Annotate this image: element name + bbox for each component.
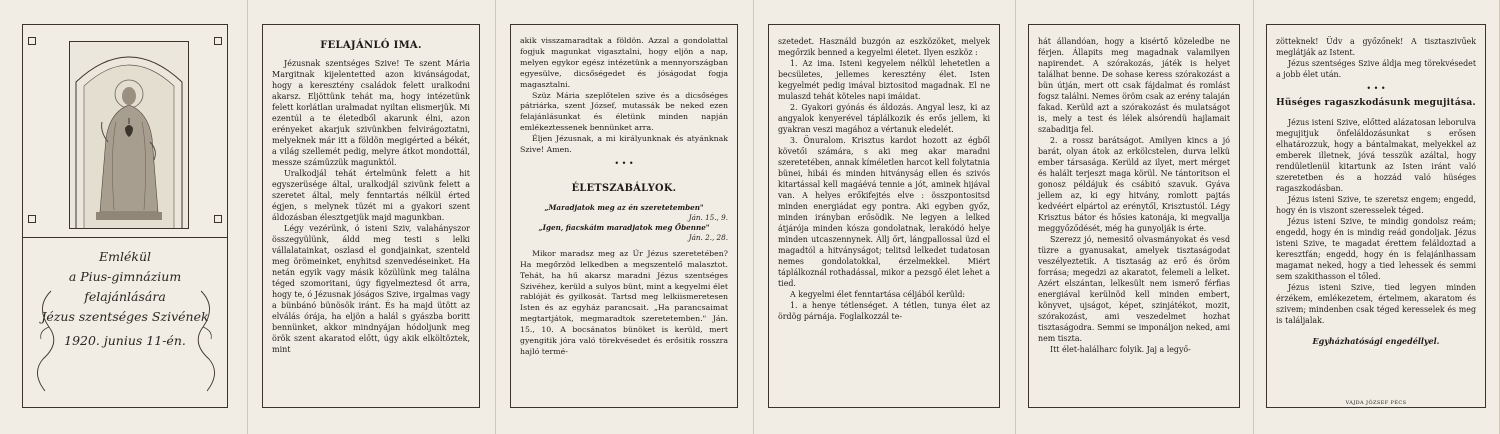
quote: „Igen, fiacskáim maradjatok meg Őbenne" [538,222,710,232]
paragraph: Mikor maradsz meg az Úr Jézus szeretetében? Ha megőrzöd lelkedben a megszentelő malasztot. Tehát, ha hű akarsz maradni Jézus szentséges Szivéhez, kerüld a sulyos bünt, mint a kegyelmi élet rablóját és gyilkosát. Tartsd meg lelkiismeretesen Isten és az egyház parancsait. „Ha parancsaimat megtartjátok, megmaradtok szeretetemben." Ján. 15., 10. A bocsánatos bünöket is kerüld, mert gyengitik jóra való törekvésedet és erősitik rosszra hajló termé- [520,248,728,356]
rules-cont-text [778,36,990,322]
paragraph: Jézus szentséges Szive áldja meg törekvésedet a jobb élet után. [1276,59,1476,79]
separator: • • • [614,158,634,168]
rules-cont2-panel [1016,0,1254,434]
corner-square [214,37,222,45]
paragraph: A kegyelmi élet fenntartása céljából kerüld: [790,290,966,299]
paragraph: Jézus isteni Szive, te szeretsz engem; engedd, hogy én is viszont szeresselek téged. [1276,195,1476,215]
paragraph: hát állandóan, hogy a kisértő közeledbe ne férjen. Állapits meg magadnak valamilyen napirendet. A szórakozás, játék is helyet találhat benne. De sohase keress szórakozást a bün útján, mert ott csak fájdalmat és romlást fogsz találni. Nemes öröm csak az erény talaján fakad. Kerüld azt a szórakozást és mulatságot is, mely a test és lélek alsórendü hajlamait szabaditja fel. [1038,37,1230,134]
cover-line-5: 1920. junius 11-én. [64,333,186,348]
cover-line-2: a Pius-gimnázium [68,269,182,284]
paragraph: Szerezz jó, nemesitő olvasmányokat és vesd tüzre a gyanusakat, amelyek tisztaságodat veszélyeztetik. A tisztaság az erő és öröm forrása; megedzi az akaratot, felemeli a lelket. Azért elszántan, lelkesült nem ismerő férfias energiával kerülnöd kell minden embert, könyvet, ujságot, képet, szinjátékot, mozit, szórakozást, ami veszedelmet hozhat tisztaságodra. Semmi se imponáljon neked, ami nem tiszta. [1038,235,1230,343]
renewal-title: Hüséges ragaszkodásunk megujitása. [1276,98,1476,108]
sacred-heart-image [69,41,189,229]
paragraph: 3. Önuralom. Krisztus kardot hozott az égből követői számára, s aki meg akar maradni szeretetében, annak kíméletlen harcot kell folytatnia bünei, hibái és minden hitványság ellen és szivós kitartással kell magáévá tennie a jót, aminek hijával van. A helyes erőkifejtés elve : összpontositsd minden energiádat egy pontra. Aki egyben győz, minden irányban erősödik. Ne legyen a lelked átjárója minden kósza gondolatnak, lerakódó helye minden utcaszennynek. Állj őrt, lángpallossal üzd el magadtól a hitványságot; telitsd lelkedet tudatosan nemes gondolatokkal, érzelmekkel. Miért táplálkoznál rothadással, mikor a pezsgő élet lehet a tied. [778,136,990,288]
paragraph: Szüz Mária szeplőtelen szive és a dicsőséges pátriárka, szent József, mutassák be neked ezen felajánlásunkat és életünk minden napján emlékeztessenek bennünket arra. [520,90,728,133]
paragraph: akik visszamaradtak a földön. Azzal a gondolattal fogjuk magunkat vigasztalni, hogy eljön a nap, melyen egykor egész intézetünk a mennyországban egyesülve, dicsőségedet és jóságodat fogja magasztalni. [520,36,728,89]
cover-line-1: Emlékül [99,249,151,264]
sacred-heart-figure-icon [70,42,188,228]
rules-panel [496,0,754,434]
prayer-panel [248,0,496,434]
rules-cont-panel [754,0,1016,434]
cover-frame [22,24,228,408]
quote-reference: Ján. 2., 28. [688,232,728,242]
paragraph: 2. a rossz barátságot. Amilyen kincs a jó barát, olyan átok az erkölcstelen, durva lelkü ember társasága. Kerüld az ilyet, mert mérget és halált terjeszt maga körül. Ne tántoritson el gonosz példájuk és csábitó szavuk. Gyáva jellem az, ki egy hitvány, romlott pajtás kedvéért elpártol az erénytől, Krisztustól. Légy Krisztus bátor és hősies katonája, ki megvallja meggyőződését, még ha gunyolják is érte. [1038,136,1230,233]
renewal-text [1276,36,1476,347]
paragraph: 1. Az ima. Isteni kegyelem nélkül lehetetlen a becsületes, jellemes keresztény élet. Isten kegyelmét pedig imával biztositod magadnak. El ne mulaszd tehát köteles napi imáidat. [778,59,990,101]
paragraph: zötteknek! Üdv a győzőnek! A tisztaszivűek meglátják az Istent. [1276,37,1476,57]
paragraph: 1. a henye tétlenséget. A tétlen, tunya élet az ördög párnája. Foglalkozzál te- [778,301,990,321]
cover-line-3: felajánlására [84,289,166,304]
approval-note: Egyházhatósági engedéllyel. [1312,336,1440,346]
rules-cont2-text [1038,36,1230,355]
corner-square [28,215,36,223]
rules-title: ÉLETSZABÁLYOK. [571,182,677,194]
quote: „Maradjatok meg az én szeretetemben" [544,202,704,212]
separator: • • • [1366,84,1386,93]
paragraph: Uralkodjál tehát értelmünk felett a hit egyszerüsége által, uralkodjál szivünk felett a szeretet által, mely fenntartás nélkül érted égjen, s melynek tüzét mi a gyakori szent áldozásban élesztgetjük majd magunkban. [272,169,470,222]
paragraph: Itt élet-halálharc folyik. Jaj a legyő- [1050,345,1191,354]
paragraph: Jézusnak szentséges Szive! Te szent Mária Margitnak kijelentetted azon kivánságodat, hogy a keresztény családok felett uralkodni akarsz. Eljöttünk tehát ma, hogy intézetünk felett korlátlan uralmadat nyiltan elismerjük. Mi ezentúl a te életedből akarunk élni, azon erényeket akarjuk szivünkben felvirágoztatni, melyeknek már itt a földön megigérted a békét, a világ szellemét pedig, melyre átkot mondottál, messze számüzzük magunktól. [272,59,470,167]
quote-reference: Ján. 15., 9. [688,212,728,222]
cover-line-4: Jézus szentséges Szivének [41,309,209,324]
corner-square [214,215,222,223]
paragraph: szetedet. Használd buzgón az eszközöket, melyek megőrzik benned a kegyelmi életet. Ilyen eszköz : [778,37,990,57]
paragraph: Jézus isteni Szive, tied legyen minden érzékem, emlékezetem, értelmem, akaratom és szivem; mindenben csak téged keresselek és meg is találjalak. [1276,283,1476,325]
paragraph: Éljen Jézusnak, a mi királyunknak és atyánknak Szive! Amen. [520,134,728,155]
paragraph: Légy vezérünk, ó isteni Sziv, valahányszor összegyülünk, áldd meg testi s lelki vállalatainkat, oszlasd el gondjainkat, szenteld meg örömeinket, enyhitsd szenvedéseinket. Ha netán egyik vagy másik közülünk meg találna téged szomoritani, úgy figyelmeztesd őt arra, hogy te, ó Jézusnak jóságos Szive, irgalmas vagy a bünbánó bünösök iránt. És ha majd ütött az elválás órája, ha eljön a halál s gyászba boritt bennünket, akkor mindnyájan hódoljunk meg örök szent akaratod előtt, úgy akik elköltöztek, mint [272,224,470,354]
flourish-right-icon [191,287,221,397]
prayer-title: FELAJÁNLÓ IMA. [320,40,422,51]
paragraph: Jézus isteni Szive, előtted alázatosan leborulva megujitjuk önfeláldozásunkat s erősen elhatározzuk, hogy a bántalmakat, melyekkel az emberek illetnek, jóvá tesszük azáltal, hogy rendületlenül kitartunk az Isten iránt való szeretetben és a hozzád való hüséges ragaszkodásban. [1276,118,1476,193]
paragraph: Jézus isteni Szive, te mindig gondolsz reám; engedd, hogy én is mindig reád gondoljak. Jézus isteni Szive, te magadat érettem feláldoztad a keresztfán; engedd, hogy én is felajánlhassam magamat neked, hogy a tied lehessek és semmi sem szakithasson el tőled. [1276,217,1476,281]
prayer-text [272,58,470,355]
rules-text [520,36,728,358]
cover-divider [23,237,227,238]
flourish-left-icon [31,287,61,397]
renewal-panel [1254,0,1500,434]
printer-imprint: VAJDA JÓZSEF PÉCS [1345,400,1407,406]
corner-square [28,37,36,45]
paragraph: 2. Gyakori gyónás és áldozás. Angyal lesz, ki az angyalok kenyerével táplálkozik és erős jellem, ki gyakran veszi magához a vértanuk eledelét. [778,103,990,134]
cover-panel [0,0,248,434]
